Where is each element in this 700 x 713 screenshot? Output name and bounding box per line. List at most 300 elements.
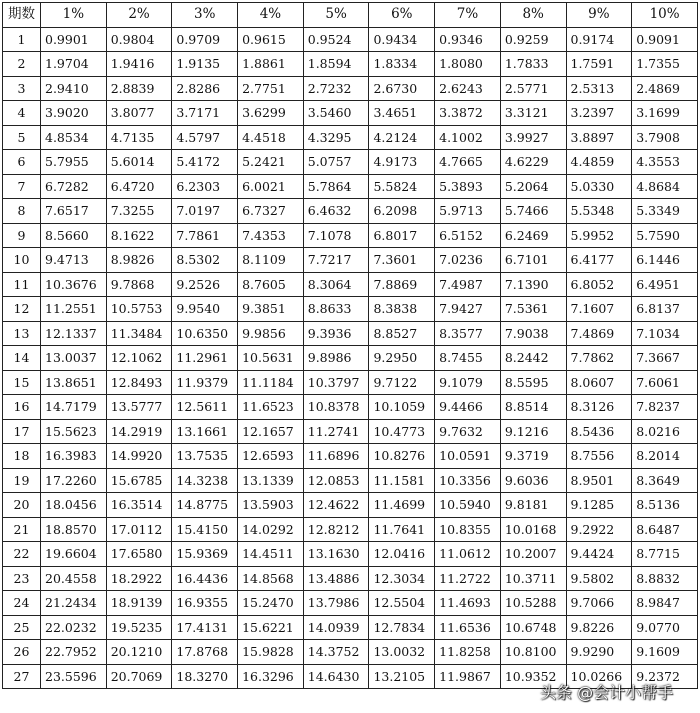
factor-cell: 15.4150 [172,517,238,542]
period-cell: 17 [3,419,41,444]
factor-cell: 13.0032 [369,640,435,665]
table-row [3,248,698,273]
factor-cell: 5.6014 [106,150,172,175]
table-row [3,346,698,371]
factor-cell: 6.4632 [303,199,369,224]
table-row [3,615,698,640]
factor-cell: 14.0292 [238,517,304,542]
factor-cell: 8.3649 [632,468,698,493]
factor-cell: 12.0416 [369,542,435,567]
factor-cell: 9.8226 [566,615,632,640]
factor-cell: 11.2722 [435,566,501,591]
factor-cell: 3.8897 [566,125,632,150]
factor-cell: 0.9346 [435,27,501,52]
factor-cell: 3.1699 [632,101,698,126]
factor-cell: 17.2260 [41,468,107,493]
table-row [3,566,698,591]
factor-cell: 8.0216 [632,419,698,444]
factor-cell: 4.4859 [566,150,632,175]
factor-cell: 1.9704 [41,52,107,77]
factor-cell: 8.5660 [41,223,107,248]
period-cell: 6 [3,150,41,175]
header-row [3,3,698,28]
factor-cell: 18.8570 [41,517,107,542]
factor-cell: 12.1337 [41,321,107,346]
factor-cell: 21.2434 [41,591,107,616]
factor-cell: 4.6229 [500,150,566,175]
factor-cell: 14.8568 [238,566,304,591]
factor-cell: 3.3121 [500,101,566,126]
table-row [3,444,698,469]
factor-cell: 6.7327 [238,199,304,224]
factor-cell: 2.8839 [106,76,172,101]
factor-cell: 7.9038 [500,321,566,346]
factor-cell: 10.5753 [106,297,172,322]
factor-cell: 9.8181 [500,493,566,518]
factor-cell: 13.5903 [238,493,304,518]
factor-cell: 14.9920 [106,444,172,469]
factor-cell: 11.2551 [41,297,107,322]
factor-cell: 18.3270 [172,664,238,689]
factor-cell: 2.7751 [238,76,304,101]
factor-cell: 11.0612 [435,542,501,567]
factor-cell: 9.4466 [435,395,501,420]
factor-cell: 10.9352 [500,664,566,689]
factor-cell: 0.9901 [41,27,107,52]
factor-cell: 12.4622 [303,493,369,518]
table-row [3,517,698,542]
factor-cell: 9.2372 [632,664,698,689]
factor-cell: 8.7715 [632,542,698,567]
factor-cell: 10.5940 [435,493,501,518]
period-cell: 11 [3,272,41,297]
factor-cell: 8.1109 [238,248,304,273]
factor-cell: 4.8684 [632,174,698,199]
factor-cell: 10.5631 [238,346,304,371]
period-cell: 16 [3,395,41,420]
factor-cell: 15.2470 [238,591,304,616]
factor-cell: 11.2741 [303,419,369,444]
factor-cell: 8.9501 [566,468,632,493]
table-row [3,468,698,493]
factor-cell: 5.5348 [566,199,632,224]
factor-cell: 12.5504 [369,591,435,616]
factor-cell: 5.3893 [435,174,501,199]
factor-cell: 20.1210 [106,640,172,665]
factor-cell: 9.7632 [435,419,501,444]
period-cell: 13 [3,321,41,346]
factor-cell: 7.4869 [566,321,632,346]
factor-cell: 12.1657 [238,419,304,444]
factor-cell: 12.3034 [369,566,435,591]
factor-cell: 13.1339 [238,468,304,493]
factor-cell: 3.9927 [500,125,566,150]
table-row [3,419,698,444]
period-cell: 4 [3,101,41,126]
factor-cell: 10.8100 [500,640,566,665]
factor-cell: 6.8017 [369,223,435,248]
factor-cell: 8.3838 [369,297,435,322]
table-row [3,297,698,322]
factor-cell: 9.9540 [172,297,238,322]
period-cell: 7 [3,174,41,199]
factor-cell: 12.6593 [238,444,304,469]
factor-cell: 3.8077 [106,101,172,126]
factor-cell: 0.9524 [303,27,369,52]
factor-cell: 11.7641 [369,517,435,542]
factor-cell: 11.1184 [238,370,304,395]
factor-cell: 7.3667 [632,346,698,371]
factor-cell: 9.7868 [106,272,172,297]
factor-cell: 1.8080 [435,52,501,77]
factor-cell: 12.1062 [106,346,172,371]
factor-cell: 7.4353 [238,223,304,248]
period-cell: 12 [3,297,41,322]
factor-cell: 4.4518 [238,125,304,150]
factor-cell: 16.3514 [106,493,172,518]
factor-cell: 5.2421 [238,150,304,175]
factor-cell: 10.8378 [303,395,369,420]
factor-cell: 7.3255 [106,199,172,224]
factor-cell: 5.9952 [566,223,632,248]
factor-cell: 2.6243 [435,76,501,101]
factor-cell: 13.5777 [106,395,172,420]
period-cell: 10 [3,248,41,273]
factor-cell: 13.0037 [41,346,107,371]
factor-cell: 6.4720 [106,174,172,199]
factor-cell: 10.2007 [500,542,566,567]
factor-cell: 6.2303 [172,174,238,199]
factor-cell: 8.9847 [632,591,698,616]
factor-cell: 8.3064 [303,272,369,297]
factor-cell: 9.2950 [369,346,435,371]
factor-cell: 10.8355 [435,517,501,542]
factor-cell: 10.0168 [500,517,566,542]
factor-cell: 3.9020 [41,101,107,126]
factor-cell: 5.3349 [632,199,698,224]
factor-cell: 5.0757 [303,150,369,175]
factor-cell: 9.4713 [41,248,107,273]
factor-cell: 7.1034 [632,321,698,346]
factor-cell: 0.9709 [172,27,238,52]
annuity-present-value-table [2,2,698,689]
table-body [3,27,698,689]
factor-cell: 17.0112 [106,517,172,542]
factor-cell: 8.5302 [172,248,238,273]
factor-cell: 7.1078 [303,223,369,248]
factor-cell: 9.0770 [632,615,698,640]
factor-cell: 6.7282 [41,174,107,199]
factor-cell: 11.6896 [303,444,369,469]
factor-cell: 9.3719 [500,444,566,469]
factor-cell: 11.8258 [435,640,501,665]
factor-cell: 8.1622 [106,223,172,248]
factor-cell: 8.9826 [106,248,172,273]
factor-cell: 2.7232 [303,76,369,101]
factor-cell: 2.8286 [172,76,238,101]
factor-cell: 11.6523 [238,395,304,420]
factor-cell: 5.7864 [303,174,369,199]
table-row [3,223,698,248]
factor-cell: 0.9615 [238,27,304,52]
rate-header: 6% [369,3,435,28]
factor-cell: 7.9427 [435,297,501,322]
period-cell: 25 [3,615,41,640]
rate-header: 7% [435,3,501,28]
factor-cell: 11.9867 [435,664,501,689]
factor-cell: 16.9355 [172,591,238,616]
factor-cell: 1.8334 [369,52,435,77]
factor-cell: 9.2526 [172,272,238,297]
factor-cell: 15.9828 [238,640,304,665]
factor-cell: 9.9290 [566,640,632,665]
factor-cell: 9.1079 [435,370,501,395]
factor-cell: 10.3356 [435,468,501,493]
factor-cell: 11.4693 [435,591,501,616]
factor-cell: 7.1607 [566,297,632,322]
factor-cell: 22.7952 [41,640,107,665]
factor-cell: 7.1390 [500,272,566,297]
factor-cell: 12.8212 [303,517,369,542]
factor-cell: 4.9173 [369,150,435,175]
factor-cell: 2.4869 [632,76,698,101]
factor-cell: 3.6299 [238,101,304,126]
factor-cell: 9.3936 [303,321,369,346]
factor-cell: 6.1446 [632,248,698,273]
factor-cell: 15.6785 [106,468,172,493]
factor-cell: 10.3797 [303,370,369,395]
factor-cell: 0.9804 [106,27,172,52]
factor-cell: 8.7556 [566,444,632,469]
factor-cell: 3.4651 [369,101,435,126]
factor-cell: 5.9713 [435,199,501,224]
factor-cell: 14.4511 [238,542,304,567]
factor-cell: 12.7834 [369,615,435,640]
period-cell: 26 [3,640,41,665]
factor-cell: 7.6061 [632,370,698,395]
factor-cell: 1.8594 [303,52,369,77]
factor-cell: 13.2105 [369,664,435,689]
factor-cell: 7.5361 [500,297,566,322]
factor-cell: 10.8276 [369,444,435,469]
factor-cell: 9.1216 [500,419,566,444]
factor-cell: 9.8986 [303,346,369,371]
factor-cell: 13.4886 [303,566,369,591]
factor-cell: 13.7986 [303,591,369,616]
factor-cell: 18.2922 [106,566,172,591]
table-row [3,640,698,665]
period-cell: 14 [3,346,41,371]
table-row [3,174,698,199]
table-row [3,321,698,346]
factor-cell: 1.8861 [238,52,304,77]
factor-cell: 7.8237 [632,395,698,420]
factor-cell: 10.6748 [500,615,566,640]
factor-cell: 6.8137 [632,297,698,322]
factor-cell: 4.7665 [435,150,501,175]
period-cell: 3 [3,76,41,101]
factor-cell: 8.8527 [369,321,435,346]
factor-cell: 4.2124 [369,125,435,150]
period-cell: 8 [3,199,41,224]
factor-cell: 8.6487 [632,517,698,542]
table-row [3,101,698,126]
factor-cell: 10.0266 [566,664,632,689]
table-row [3,591,698,616]
period-cell: 20 [3,493,41,518]
factor-cell: 3.7908 [632,125,698,150]
factor-cell: 7.0197 [172,199,238,224]
factor-cell: 10.5288 [500,591,566,616]
table-row [3,542,698,567]
factor-cell: 9.4424 [566,542,632,567]
period-cell: 9 [3,223,41,248]
factor-cell: 8.5436 [566,419,632,444]
factor-cell: 4.1002 [435,125,501,150]
factor-cell: 5.0330 [566,174,632,199]
factor-cell: 11.1581 [369,468,435,493]
factor-cell: 20.7069 [106,664,172,689]
factor-cell: 11.2961 [172,346,238,371]
factor-cell: 8.2014 [632,444,698,469]
table-row [3,493,698,518]
rate-header: 4% [238,3,304,28]
factor-cell: 8.3577 [435,321,501,346]
factor-cell: 18.9139 [106,591,172,616]
factor-cell: 3.2397 [566,101,632,126]
factor-cell: 7.7862 [566,346,632,371]
factor-cell: 11.4699 [369,493,435,518]
factor-cell: 7.6517 [41,199,107,224]
factor-cell: 10.3711 [500,566,566,591]
factor-cell: 16.3983 [41,444,107,469]
factor-cell: 1.9416 [106,52,172,77]
factor-cell: 7.0236 [435,248,501,273]
factor-cell: 0.9091 [632,27,698,52]
period-cell: 22 [3,542,41,567]
factor-cell: 11.9379 [172,370,238,395]
factor-cell: 1.7591 [566,52,632,77]
factor-cell: 17.6580 [106,542,172,567]
factor-cell: 3.7171 [172,101,238,126]
factor-cell: 8.2442 [500,346,566,371]
factor-cell: 6.5152 [435,223,501,248]
factor-cell: 22.0232 [41,615,107,640]
factor-cell: 14.3238 [172,468,238,493]
factor-cell: 8.5595 [500,370,566,395]
factor-cell: 3.3872 [435,101,501,126]
factor-cell: 4.3553 [632,150,698,175]
factor-cell: 5.4172 [172,150,238,175]
period-cell: 5 [3,125,41,150]
table-row [3,27,698,52]
factor-cell: 7.4987 [435,272,501,297]
factor-cell: 1.9135 [172,52,238,77]
factor-cell: 8.8633 [303,297,369,322]
period-cell: 23 [3,566,41,591]
factor-cell: 14.3752 [303,640,369,665]
factor-cell: 7.3601 [369,248,435,273]
factor-cell: 0.9259 [500,27,566,52]
factor-cell: 10.1059 [369,395,435,420]
factor-cell: 5.2064 [500,174,566,199]
factor-cell: 2.5771 [500,76,566,101]
factor-cell: 15.5623 [41,419,107,444]
factor-cell: 8.8514 [500,395,566,420]
factor-cell: 4.8534 [41,125,107,150]
period-cell: 2 [3,52,41,77]
factor-cell: 2.6730 [369,76,435,101]
factor-cell: 12.0853 [303,468,369,493]
factor-cell: 13.1630 [303,542,369,567]
factor-cell: 10.4773 [369,419,435,444]
factor-cell: 14.6430 [303,664,369,689]
factor-cell: 11.3484 [106,321,172,346]
factor-cell: 3.5460 [303,101,369,126]
factor-cell: 11.6536 [435,615,501,640]
factor-cell: 10.0591 [435,444,501,469]
factor-cell: 6.7101 [500,248,566,273]
factor-cell: 16.3296 [238,664,304,689]
factor-cell: 5.7590 [632,223,698,248]
rate-header: 3% [172,3,238,28]
factor-cell: 4.3295 [303,125,369,150]
factor-cell: 17.8768 [172,640,238,665]
factor-cell: 14.7179 [41,395,107,420]
factor-cell: 8.7605 [238,272,304,297]
factor-cell: 15.6221 [238,615,304,640]
rate-header: 1% [41,3,107,28]
period-cell: 24 [3,591,41,616]
factor-cell: 9.6036 [500,468,566,493]
factor-cell: 6.2098 [369,199,435,224]
factor-cell: 9.5802 [566,566,632,591]
rate-header: 5% [303,3,369,28]
watermark: 头条 @会计小帮手 [540,683,674,702]
factor-cell: 0.9174 [566,27,632,52]
factor-cell: 5.7955 [41,150,107,175]
period-header: 期数 [3,3,41,28]
table-row [3,272,698,297]
factor-cell: 6.2469 [500,223,566,248]
factor-cell: 19.6604 [41,542,107,567]
factor-cell: 4.7135 [106,125,172,150]
factor-cell: 8.5136 [632,493,698,518]
table-row [3,199,698,224]
factor-cell: 19.5235 [106,615,172,640]
factor-cell: 14.2919 [106,419,172,444]
factor-cell: 2.5313 [566,76,632,101]
factor-cell: 0.9434 [369,27,435,52]
factor-cell: 13.1661 [172,419,238,444]
factor-cell: 9.7066 [566,591,632,616]
factor-cell: 8.3126 [566,395,632,420]
factor-cell: 8.8832 [632,566,698,591]
factor-cell: 9.2922 [566,517,632,542]
factor-cell: 10.6350 [172,321,238,346]
table-row [3,150,698,175]
period-cell: 27 [3,664,41,689]
factor-cell: 13.8651 [41,370,107,395]
table-row [3,76,698,101]
factor-cell: 12.8493 [106,370,172,395]
factor-cell: 9.7122 [369,370,435,395]
factor-cell: 5.7466 [500,199,566,224]
table-row [3,395,698,420]
rate-header: 9% [566,3,632,28]
factor-cell: 18.0456 [41,493,107,518]
factor-cell: 14.8775 [172,493,238,518]
